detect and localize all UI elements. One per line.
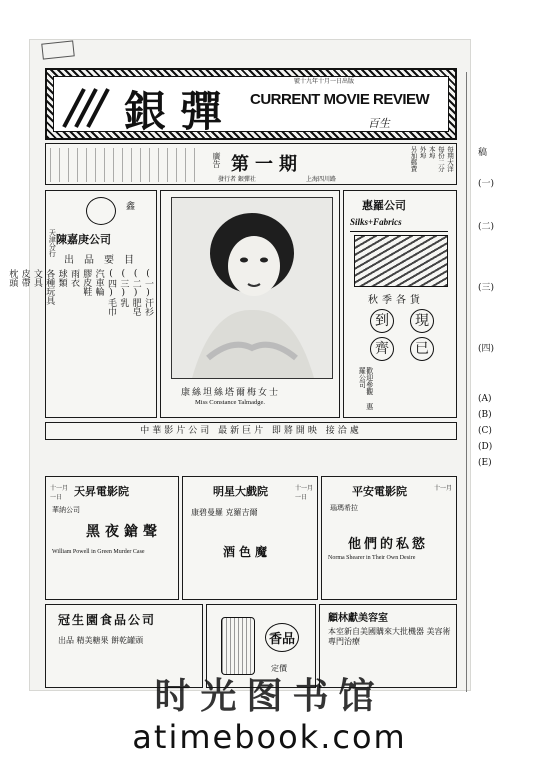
cinema-date: 十一月一日: [295, 485, 314, 501]
cinema-label: 明星大戲院: [213, 485, 268, 498]
bottom-ad-text: 出品 精美糖果 餅乾罐頭: [58, 636, 144, 645]
watermark-line-2: atimebook.com: [132, 718, 407, 756]
item: 皮帶: [19, 269, 30, 287]
item: 各種玩具: [44, 269, 55, 305]
item: 枕頭: [7, 269, 18, 287]
right-ad-fabrics-illustration: [354, 235, 448, 287]
left-ad-city: 天津分行: [48, 229, 57, 257]
portrait-caption-en: Miss Constance Talmadge.: [195, 399, 266, 406]
issue-note: 廣告: [212, 152, 221, 168]
margin-rule: [466, 72, 467, 692]
right-ad-note: 歡迎參觀 惠羅公司: [358, 367, 374, 410]
banner-text: 中華影片公司 最新巨片 即將開映 接洽處: [140, 426, 362, 436]
right-ad-word-3: 現: [410, 309, 434, 333]
cinema-film-en: Norma Shearer in Their Own Desire: [328, 555, 416, 561]
right-ad-headline: 秋季各貨: [368, 295, 424, 306]
item: 球類: [56, 269, 67, 287]
cinema-extra: 康碧曼羅 克羅吉爾: [191, 508, 258, 517]
bottom-ad-label: 香品: [265, 623, 299, 652]
masthead-tag: 百生: [368, 117, 390, 130]
cinema-film-cn: 他們的私慾: [348, 537, 429, 552]
cinema-film-en: William Powell in Green Murder Case: [52, 549, 145, 555]
bottom-ad-label: 冠生園食品公司: [58, 613, 157, 627]
cinema-extra: 瑙瑪希拉: [330, 504, 358, 512]
issue-left-columns: [50, 148, 200, 182]
portrait-frame: [160, 190, 340, 418]
margin-note: (四): [478, 344, 495, 354]
left-ad-brand: 鑫: [126, 202, 136, 212]
cinema-label: 天昇電影院: [74, 485, 129, 498]
price-col: 外埠: [418, 146, 427, 159]
cinema-film-cn: 酒色魔: [223, 545, 272, 559]
right-ad-badge: Silks+Fabrics: [350, 217, 448, 232]
item: (四)毛巾: [105, 269, 116, 316]
margin-note: 稿: [478, 148, 488, 158]
margin-note: (一): [478, 179, 495, 189]
bottom-ad-text: 本室新自美國購來大批機器 美容術 專門治療: [328, 627, 451, 647]
issue-price-columns: [346, 146, 454, 184]
cinema-date: 十一月一日: [50, 485, 69, 501]
item: 汽車輪: [93, 269, 104, 296]
banner-strip: [45, 422, 457, 440]
right-ad-word-2: 齊: [370, 337, 394, 361]
price-col: 每份二分: [436, 146, 445, 172]
issue-publisher: 發行者 銀彈社: [218, 176, 256, 183]
cinema-extra: 華納公司: [52, 506, 80, 514]
masthead: [45, 68, 457, 140]
perfume-bottle-illustration: [221, 617, 255, 675]
cinema-date: 十一月: [434, 485, 453, 492]
item: 膠皮鞋: [81, 269, 92, 296]
margin-note: (C): [478, 426, 492, 436]
margin-note: (三): [478, 283, 495, 293]
margin-note: (E): [478, 458, 492, 468]
masthead-date: 號十九年十月一日出版: [294, 78, 355, 85]
portrait-caption-cn: 康絲坦絲塔爾梅女士: [181, 388, 281, 398]
right-ad-word-4: 已: [410, 337, 434, 361]
cinema-ad-2: [182, 476, 318, 600]
portrait-photo: [171, 197, 333, 379]
left-ad-company: 陳嘉庚公司: [56, 233, 111, 246]
archive-stamp: [41, 40, 74, 59]
left-ad-items: [7, 269, 154, 409]
right-ad-word-1: 到: [370, 309, 394, 333]
issue-number: 第一期: [231, 154, 303, 175]
bottom-ad-text: 定價: [271, 664, 287, 673]
bottom-ad-label: 顧林獻美容室: [328, 613, 388, 624]
item: (一)汗衫: [143, 269, 153, 316]
masthead-title-cn: 銀彈: [124, 87, 237, 136]
margin-note: (A): [478, 394, 492, 404]
item: 雨衣: [68, 269, 79, 287]
right-ad-company: 惠羅公司: [362, 199, 406, 212]
masthead-slashes: [60, 83, 120, 131]
masthead-title-en: CURRENT MOVIE REVIEW: [250, 91, 430, 108]
left-ad: [7, 190, 157, 418]
margin-note: (B): [478, 410, 492, 420]
price-col: 本埠: [427, 146, 436, 159]
item: (二)肥皂: [130, 269, 141, 316]
issue-address: 上海四川路: [306, 176, 337, 183]
item: (三)乳: [118, 269, 129, 307]
left-ad-catalog-title: 出品要目: [64, 255, 144, 266]
left-ad-emblem: [86, 197, 116, 225]
margin-note: (D): [478, 442, 493, 452]
cinema-ad-1: [45, 476, 179, 600]
price-col: 另加郵費: [409, 146, 418, 172]
right-ad: [343, 190, 457, 418]
price-col: 每期大洋: [446, 146, 454, 172]
item: 文具: [31, 269, 42, 287]
watermark-line-1: 时光图书馆: [154, 676, 385, 717]
cinema-ad-3: [321, 476, 457, 600]
issue-bar: [45, 143, 457, 185]
margin-notes: [478, 145, 536, 575]
margin-note: (二): [478, 222, 495, 232]
cinema-film-cn: 黑夜鎗聲: [86, 524, 162, 540]
cinema-label: 平安電影院: [352, 485, 407, 498]
